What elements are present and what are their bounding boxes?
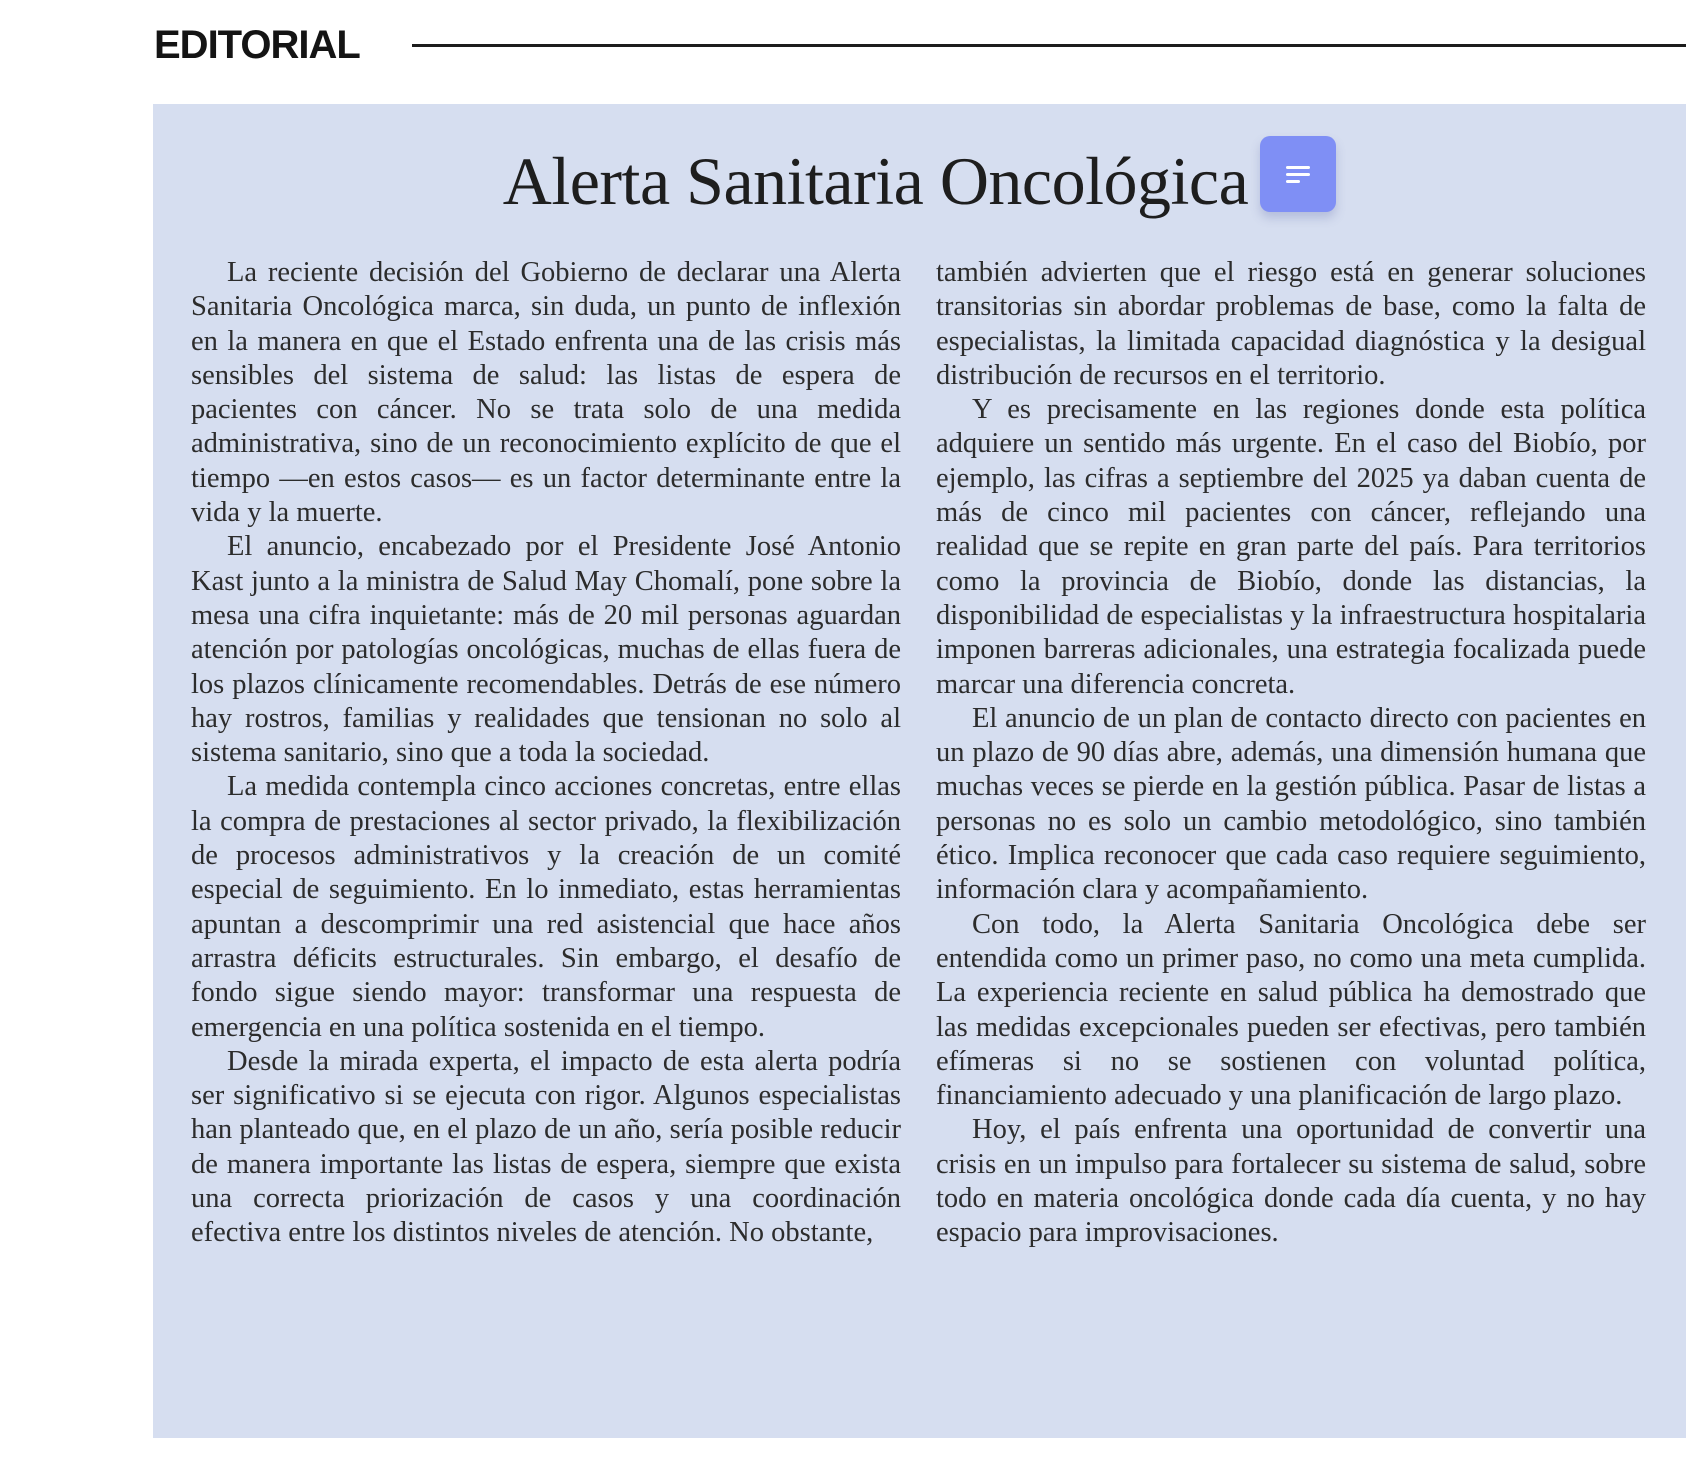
- article-column-left: [191, 256, 901, 1251]
- paragraph: Desde la mirada experta, el impacto de esta alerta podría ser significativo si se ejecuta con rigor. Algunos especialistas han planteado que, en el plazo de un año, sería posible reducir de manera importante las listas de espera, siempre que exista una correcta priorización de casos y una coordinación efectiva entre los distintos niveles de atención. No obstante,: [191, 1045, 901, 1249]
- paragraph: La reciente decisión del Gobierno de declarar una Alerta Sanitaria Oncológica marca, sin duda, un punto de inflexión en la manera en que el Estado enfrenta una de las crisis más sensibles del sistema de salud: las listas de espera de pacientes con cáncer. No se trata solo de una medida administrativa, sino de un reconocimiento explícito de que el tiempo —en estos casos— es un factor determinante entre la vida y la muerte.: [191, 257, 901, 529]
- paragraph: Con todo, la Alerta Sanitaria Oncológica debe ser entendida como un primer paso, no como una meta cumplida. La experiencia reciente en salud pública ha demostrado que las medidas excepcionales pueden ser efectivas, pero también efímeras si no se sostienen con voluntad política, financiamiento adecuado y una planificación de largo plazo.: [936, 908, 1646, 1112]
- paragraph: El anuncio de un plan de contacto directo con pacientes en un plazo de 90 días abre, además, una dimensión humana que muchas veces se pierde en la gestión pública. Pasar de listas a personas no es solo un cambio metodológico, sino también ético. Implica reconocer que cada caso requiere seguimiento, información clara y acompañamiento.: [936, 702, 1646, 906]
- note-button[interactable]: [1260, 136, 1336, 212]
- headline-row: [153, 126, 1686, 236]
- paragraph: Hoy, el país enfrenta una oportunidad de convertir una crisis en un impulso para fortalecer su sistema de salud, sobre todo en materia oncológica donde cada día cuenta, y no hay espacio para improvisaciones.: [936, 1114, 1646, 1249]
- section-divider: [412, 44, 1686, 47]
- paragraph-continuation: también advierten que el riesgo está en generar soluciones transitorias sin abordar problemas de base, como la falta de especialistas, la limitada capacidad diagnóstica y la desigual distribución de recursos en el territorio.: [936, 257, 1646, 391]
- section-label: EDITORIAL: [154, 23, 360, 67]
- editorial-panel: [153, 104, 1686, 1438]
- article-body: [191, 256, 1646, 1251]
- article-column-right: [936, 256, 1646, 1251]
- note-lines-icon: [1284, 163, 1312, 185]
- paragraph: Y es precisamente en las regiones donde esta política adquiere un sentido más urgente. En el caso del Biobío, por ejemplo, las cifras a septiembre del 2025 ya daban cuenta de más de cinco mil pacientes con cáncer, reflejando una realidad que se repite en gran parte del país. Para territorios como la provincia de Biobío, donde las distancias, la disponibilidad de especialistas y la infraestructura hospitalaria imponen barreras adicionales, una estrategia focalizada puede marcar una diferencia concreta.: [936, 394, 1646, 700]
- paragraph: La medida contempla cinco acciones concretas, entre ellas la compra de prestaciones al sector privado, la flexibilización de procesos administrativos y la creación de un comité especial de seguimiento. En lo inmediato, estas herramientas apuntan a descomprimir una red asistencial que hace años arrastra déficits estructurales. Sin embargo, el desafío de fondo sigue siendo mayor: transformar una respuesta de emergencia en una política sostenida en el tiempo.: [191, 771, 901, 1043]
- paragraph: El anuncio, encabezado por el Presidente José Antonio Kast junto a la ministra de Salud May Chomalí, pone sobre la mesa una cifra inquietante: más de 20 mil personas aguardan atención por patologías oncológicas, muchas de ellas fuera de los plazos clínicamente recomendables. Detrás de ese número hay rostros, familias y realidades que tensionan no solo al sistema sanitario, sino que a toda la sociedad.: [191, 531, 901, 769]
- article-title: Alerta Sanitaria Oncológica: [502, 143, 1249, 219]
